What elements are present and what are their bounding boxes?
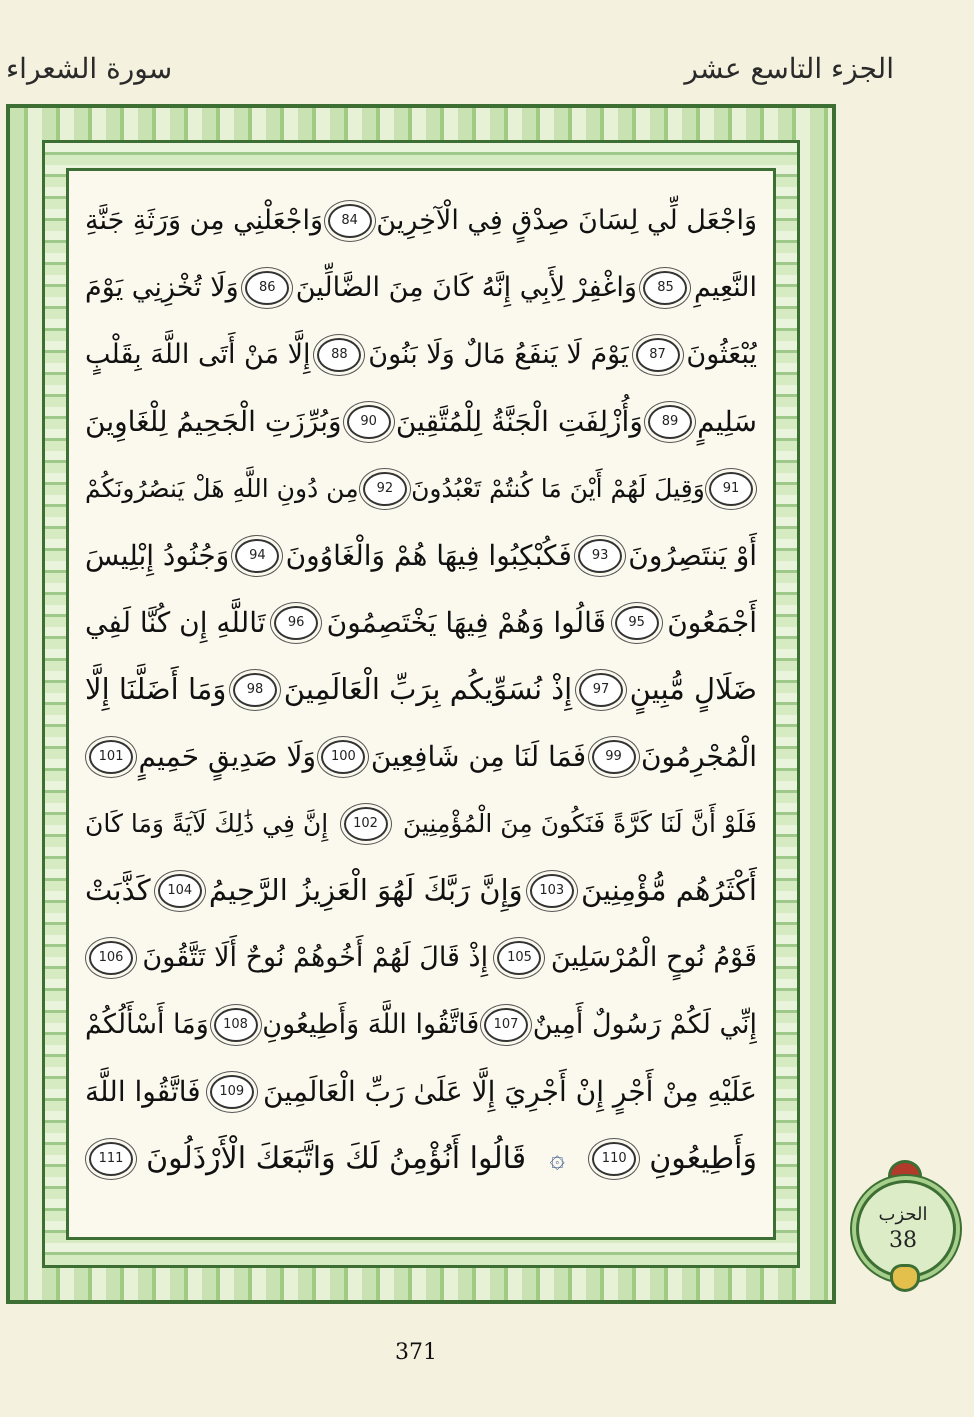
hizb-marker — [848, 1160, 958, 1292]
verse-line — [85, 857, 757, 924]
verse-line — [85, 589, 757, 656]
verse-line — [85, 1058, 757, 1125]
ayah-number-marker: 88 — [317, 338, 361, 372]
verse-text: أَجْمَعُونَ — [667, 605, 757, 639]
verse-line — [85, 321, 757, 388]
ayah-number-marker: 103 — [530, 874, 574, 908]
verse-text: وَلَا صَدِيقٍ حَمِيمٍ — [138, 739, 316, 773]
ayah-number-marker: 86 — [245, 271, 289, 305]
page-number: 371 — [395, 1340, 437, 1365]
surah-title: سورة الشعراء — [6, 52, 173, 85]
page-frame — [6, 104, 836, 1304]
verse-text: وَاجْعَل لِّي لِسَانَ صِدْقٍ فِي الْآخِرِينَ — [376, 205, 757, 236]
hizb-number: 38 — [889, 1228, 917, 1253]
ayah-number-marker: 89 — [648, 405, 692, 439]
verse-line — [85, 924, 757, 991]
verse-line — [85, 723, 757, 790]
ayah-number-marker: 90 — [347, 405, 391, 439]
ayah-number-marker: 106 — [89, 941, 133, 975]
ayah-number-marker: 110 — [592, 1142, 636, 1176]
ayah-number-marker: 104 — [158, 874, 202, 908]
verse-text: وَأُزْلِفَتِ الْجَنَّةُ لِلْمُتَّقِينَ — [395, 404, 643, 438]
verse-line — [85, 656, 757, 723]
verse-text: فَاتَّقُوا اللَّهَ — [85, 1074, 201, 1108]
ayah-number-marker: 105 — [497, 941, 541, 975]
ayah-number-marker: 92 — [363, 472, 407, 506]
ayah-number-marker: 97 — [579, 673, 623, 707]
ayah-number-marker: 95 — [615, 606, 659, 640]
ayah-number-marker: 96 — [274, 606, 318, 640]
verse-text: يَوْمَ لَا يَنفَعُ مَالٌ وَلَا بَنُونَ — [368, 339, 629, 370]
ayah-number-marker: 101 — [89, 740, 133, 774]
ayah-number-marker: 98 — [233, 673, 277, 707]
verse-line — [85, 1125, 757, 1192]
verse-text: إِذْ قَالَ لَهُمْ أَخُوهُمْ نُوحٌ أَلَا تَتَّقُونَ — [142, 942, 489, 973]
verse-text: إِلَّا مَنْ أَتَى اللَّهَ بِقَلْبٍ — [85, 339, 311, 370]
verse-line — [85, 991, 757, 1058]
verse-line — [85, 790, 757, 857]
verse-text: فَكُبْكِبُوا فِيهَا هُمْ وَالْغَاوُونَ — [285, 538, 572, 572]
verse-text: وَإِنَّ رَبَّكَ لَهُوَ الْعَزِيزُ الرَّحِيمُ — [208, 873, 523, 907]
verse-text: إِذْ نُسَوِّيكُم بِرَبِّ الْعَالَمِينَ — [283, 672, 573, 706]
ayah-number-marker: 102 — [344, 807, 388, 841]
ayah-number-marker: 91 — [709, 472, 753, 506]
verse-line — [85, 254, 757, 321]
verse-text: قَالُوا أَنُؤْمِنُ لَكَ وَاتَّبَعَكَ الْأَرْذَلُونَ — [146, 1140, 527, 1176]
verse-line — [85, 187, 757, 254]
verse-text: قَالُوا وَهُمْ فِيهَا يَخْتَصِمُونَ — [326, 605, 607, 639]
verse-line — [85, 455, 757, 522]
verse-text: أَكْثَرُهُم مُّؤْمِنِينَ — [580, 873, 757, 907]
hizb-ornament-bottom-icon — [890, 1264, 920, 1292]
verse-lines — [85, 187, 757, 1192]
verse-text: وَلَا تُخْزِنِي يَوْمَ — [85, 272, 239, 303]
verse-text: إِنِّي لَكُمْ رَسُولٌ أَمِينٌ — [532, 1009, 757, 1040]
verse-line — [85, 388, 757, 455]
ayah-number-marker: 100 — [321, 740, 365, 774]
verse-text: وَمَا أَسْأَلُكُمْ — [85, 1009, 209, 1040]
ayah-number-marker: 107 — [484, 1008, 528, 1042]
verse-text: وَقِيلَ لَهُمْ أَيْنَ مَا كُنتُمْ تَعْبُدُونَ — [411, 474, 705, 503]
verse-text: الْمُجْرِمُونَ — [640, 739, 757, 773]
verse-text: قَوْمُ نُوحٍ الْمُرْسَلِينَ — [550, 942, 757, 973]
ayah-number-marker: 87 — [636, 338, 680, 372]
verse-text: تَاللَّهِ إِن كُنَّا لَفِي — [85, 605, 266, 639]
verse-text: مِن دُونِ اللَّهِ هَلْ يَنصُرُونَكُمْ — [85, 474, 359, 503]
rub-el-hizb-icon: ۞ — [549, 1143, 565, 1174]
verse-text: ضَلَالٍ مُّبِينٍ — [629, 672, 757, 706]
text-panel — [66, 168, 776, 1240]
ayah-number-marker: 94 — [235, 539, 279, 573]
verse-text: إِنَّ فِي ذَٰلِكَ لَآيَةً وَمَا كَانَ — [85, 809, 329, 838]
ayah-number-marker: 84 — [328, 204, 372, 238]
verse-text: وَجُنُودُ إِبْلِيسَ — [85, 538, 230, 572]
verse-text: فَاتَّقُوا اللَّهَ وَأَطِيعُونِ — [262, 1009, 480, 1040]
verse-line — [85, 522, 757, 589]
verse-text: النَّعِيمِ — [693, 272, 757, 303]
ayah-number-marker: 85 — [643, 271, 687, 305]
ayah-number-marker: 99 — [592, 740, 636, 774]
verse-text: وَاغْفِرْ لِأَبِي إِنَّهُ كَانَ مِنَ الضَّالِّينَ — [295, 272, 637, 303]
ayah-number-marker: 109 — [210, 1075, 254, 1109]
ayah-number-marker: 111 — [89, 1142, 133, 1176]
verse-text: أَوْ يَنتَصِرُونَ — [628, 538, 757, 572]
verse-text: وَمَا أَضَلَّنَا إِلَّا — [85, 672, 227, 706]
verse-text: يُبْعَثُونَ — [686, 339, 757, 370]
verse-text: فَلَوْ أَنَّ لَنَا كَرَّةً فَنَكُونَ مِنَ الْمُؤْمِنِينَ — [402, 809, 757, 838]
verse-text: فَمَا لَنَا مِن شَافِعِينَ — [370, 739, 587, 773]
verse-text: وَأَطِيعُونِ — [649, 1140, 757, 1176]
juz-title: الجزء التاسع عشر — [684, 52, 894, 85]
verse-text: سَلِيمٍ — [697, 404, 757, 438]
verse-text: وَاجْعَلْنِي مِن وَرَثَةِ جَنَّةِ — [85, 205, 324, 236]
ayah-number-marker: 108 — [214, 1008, 258, 1042]
verse-text: وَبُرِّزَتِ الْجَحِيمُ لِلْغَاوِينَ — [85, 404, 342, 438]
hizb-label: الحزب — [878, 1204, 928, 1225]
ayah-number-marker: 93 — [578, 539, 622, 573]
verse-text: كَذَّبَتْ — [85, 873, 151, 907]
verse-text: عَلَيْهِ مِنْ أَجْرٍ إِنْ أَجْرِيَ إِلَّا عَلَىٰ رَبِّ الْعَالَمِينَ — [262, 1074, 757, 1108]
page-header — [0, 50, 974, 102]
